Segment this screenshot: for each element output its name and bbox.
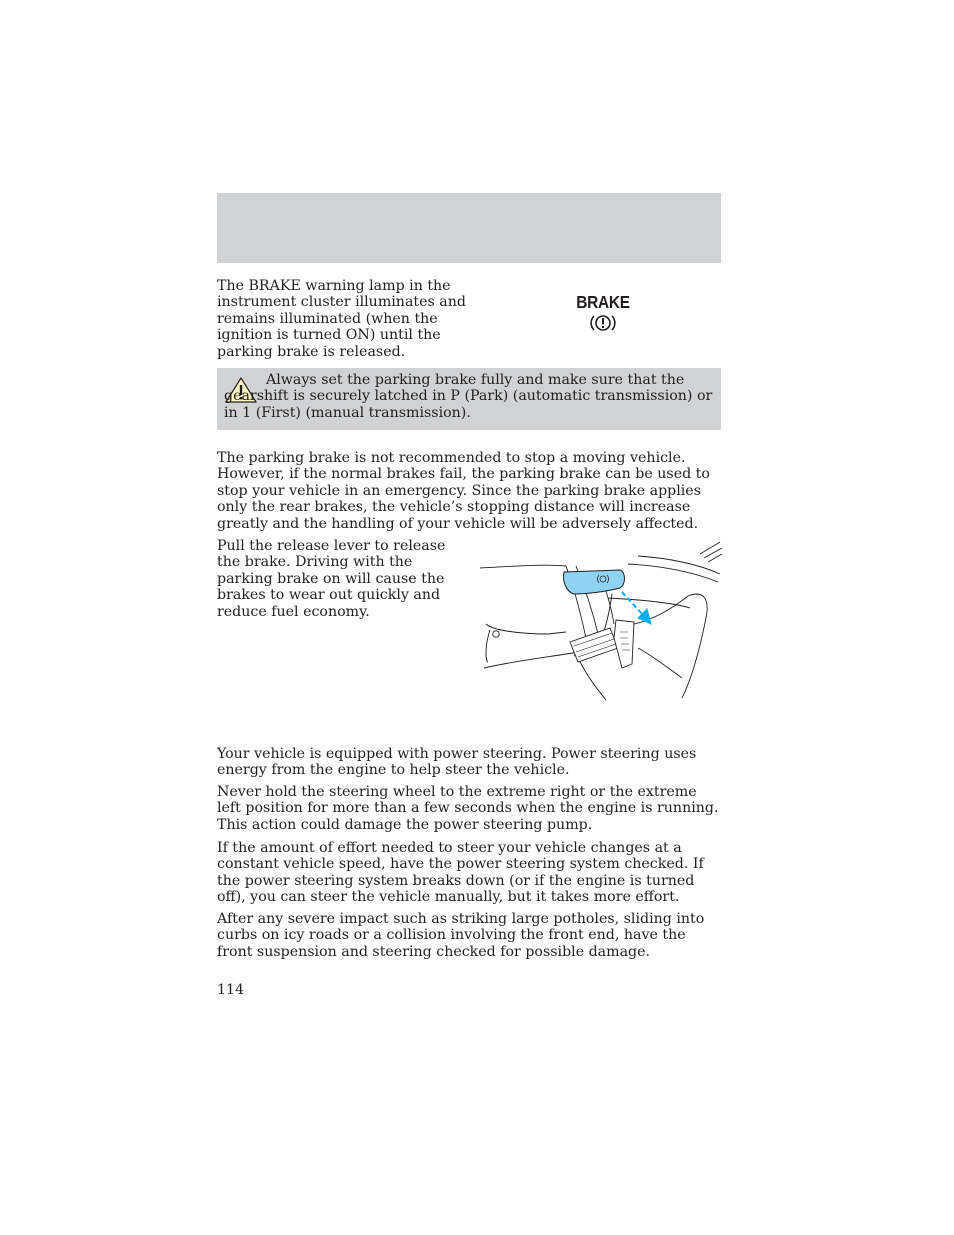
brake-lamp-paragraph: The BRAKE warning lamp in the instrument cluster illuminates and remains illuminated (when the ignition is turned ON) until the parking brake is released. — [217, 278, 466, 360]
release-lever-paragraph: Pull the release lever to release the brake. Driving with the parking brake on will cause the brakes to wear out quickly and reduce fuel economy. — [217, 538, 446, 620]
power-steering-paragraph: Never hold the steering wheel to the extreme right or the extreme left position for more than a few seconds when the engine is running. This action could damage the power steering pump. — [217, 784, 719, 833]
brake-warning-symbol — [572, 292, 634, 337]
warning-box — [217, 368, 721, 430]
brake-warning-icon — [589, 313, 617, 333]
warning-text: Always set the parking brake fully and make sure that the gearshift is securely latched in P (Park) (automatic transmission) or in 1 (First) (manual transmission). — [224, 372, 713, 421]
page-number: 114 — [217, 982, 245, 998]
power-steering-paragraph: Your vehicle is equipped with power steering. Power steering uses energy from the engine to help steer the vehicle. — [217, 746, 697, 779]
power-steering-paragraph: If the amount of effort needed to steer your vehicle changes at a constant vehicle speed, have the power steering system checked. If the power steering system breaks down (or if the engine is turned off), you can steer the vehicle manually, but it takes more effort. — [217, 840, 704, 906]
parking-brake-release-lever-illustration — [478, 538, 724, 706]
section-header-band — [217, 193, 721, 263]
brake-symbol-label: BRAKE — [576, 292, 630, 312]
parking-brake-paragraph: The parking brake is not recommended to stop a moving vehicle. However, if the normal brakes fail, the parking brake can be used to stop your vehicle in an emergency. Since the parking brake applies only the rear brakes, the vehicle’s stopping distance will increase greatly and the handling of your vehicle will be adversely affected. — [217, 450, 710, 532]
power-steering-paragraph: After any severe impact such as striking large potholes, sliding into curbs on icy roads or a collision involving the front end, have the front suspension and steering checked for possible damage. — [217, 911, 705, 960]
